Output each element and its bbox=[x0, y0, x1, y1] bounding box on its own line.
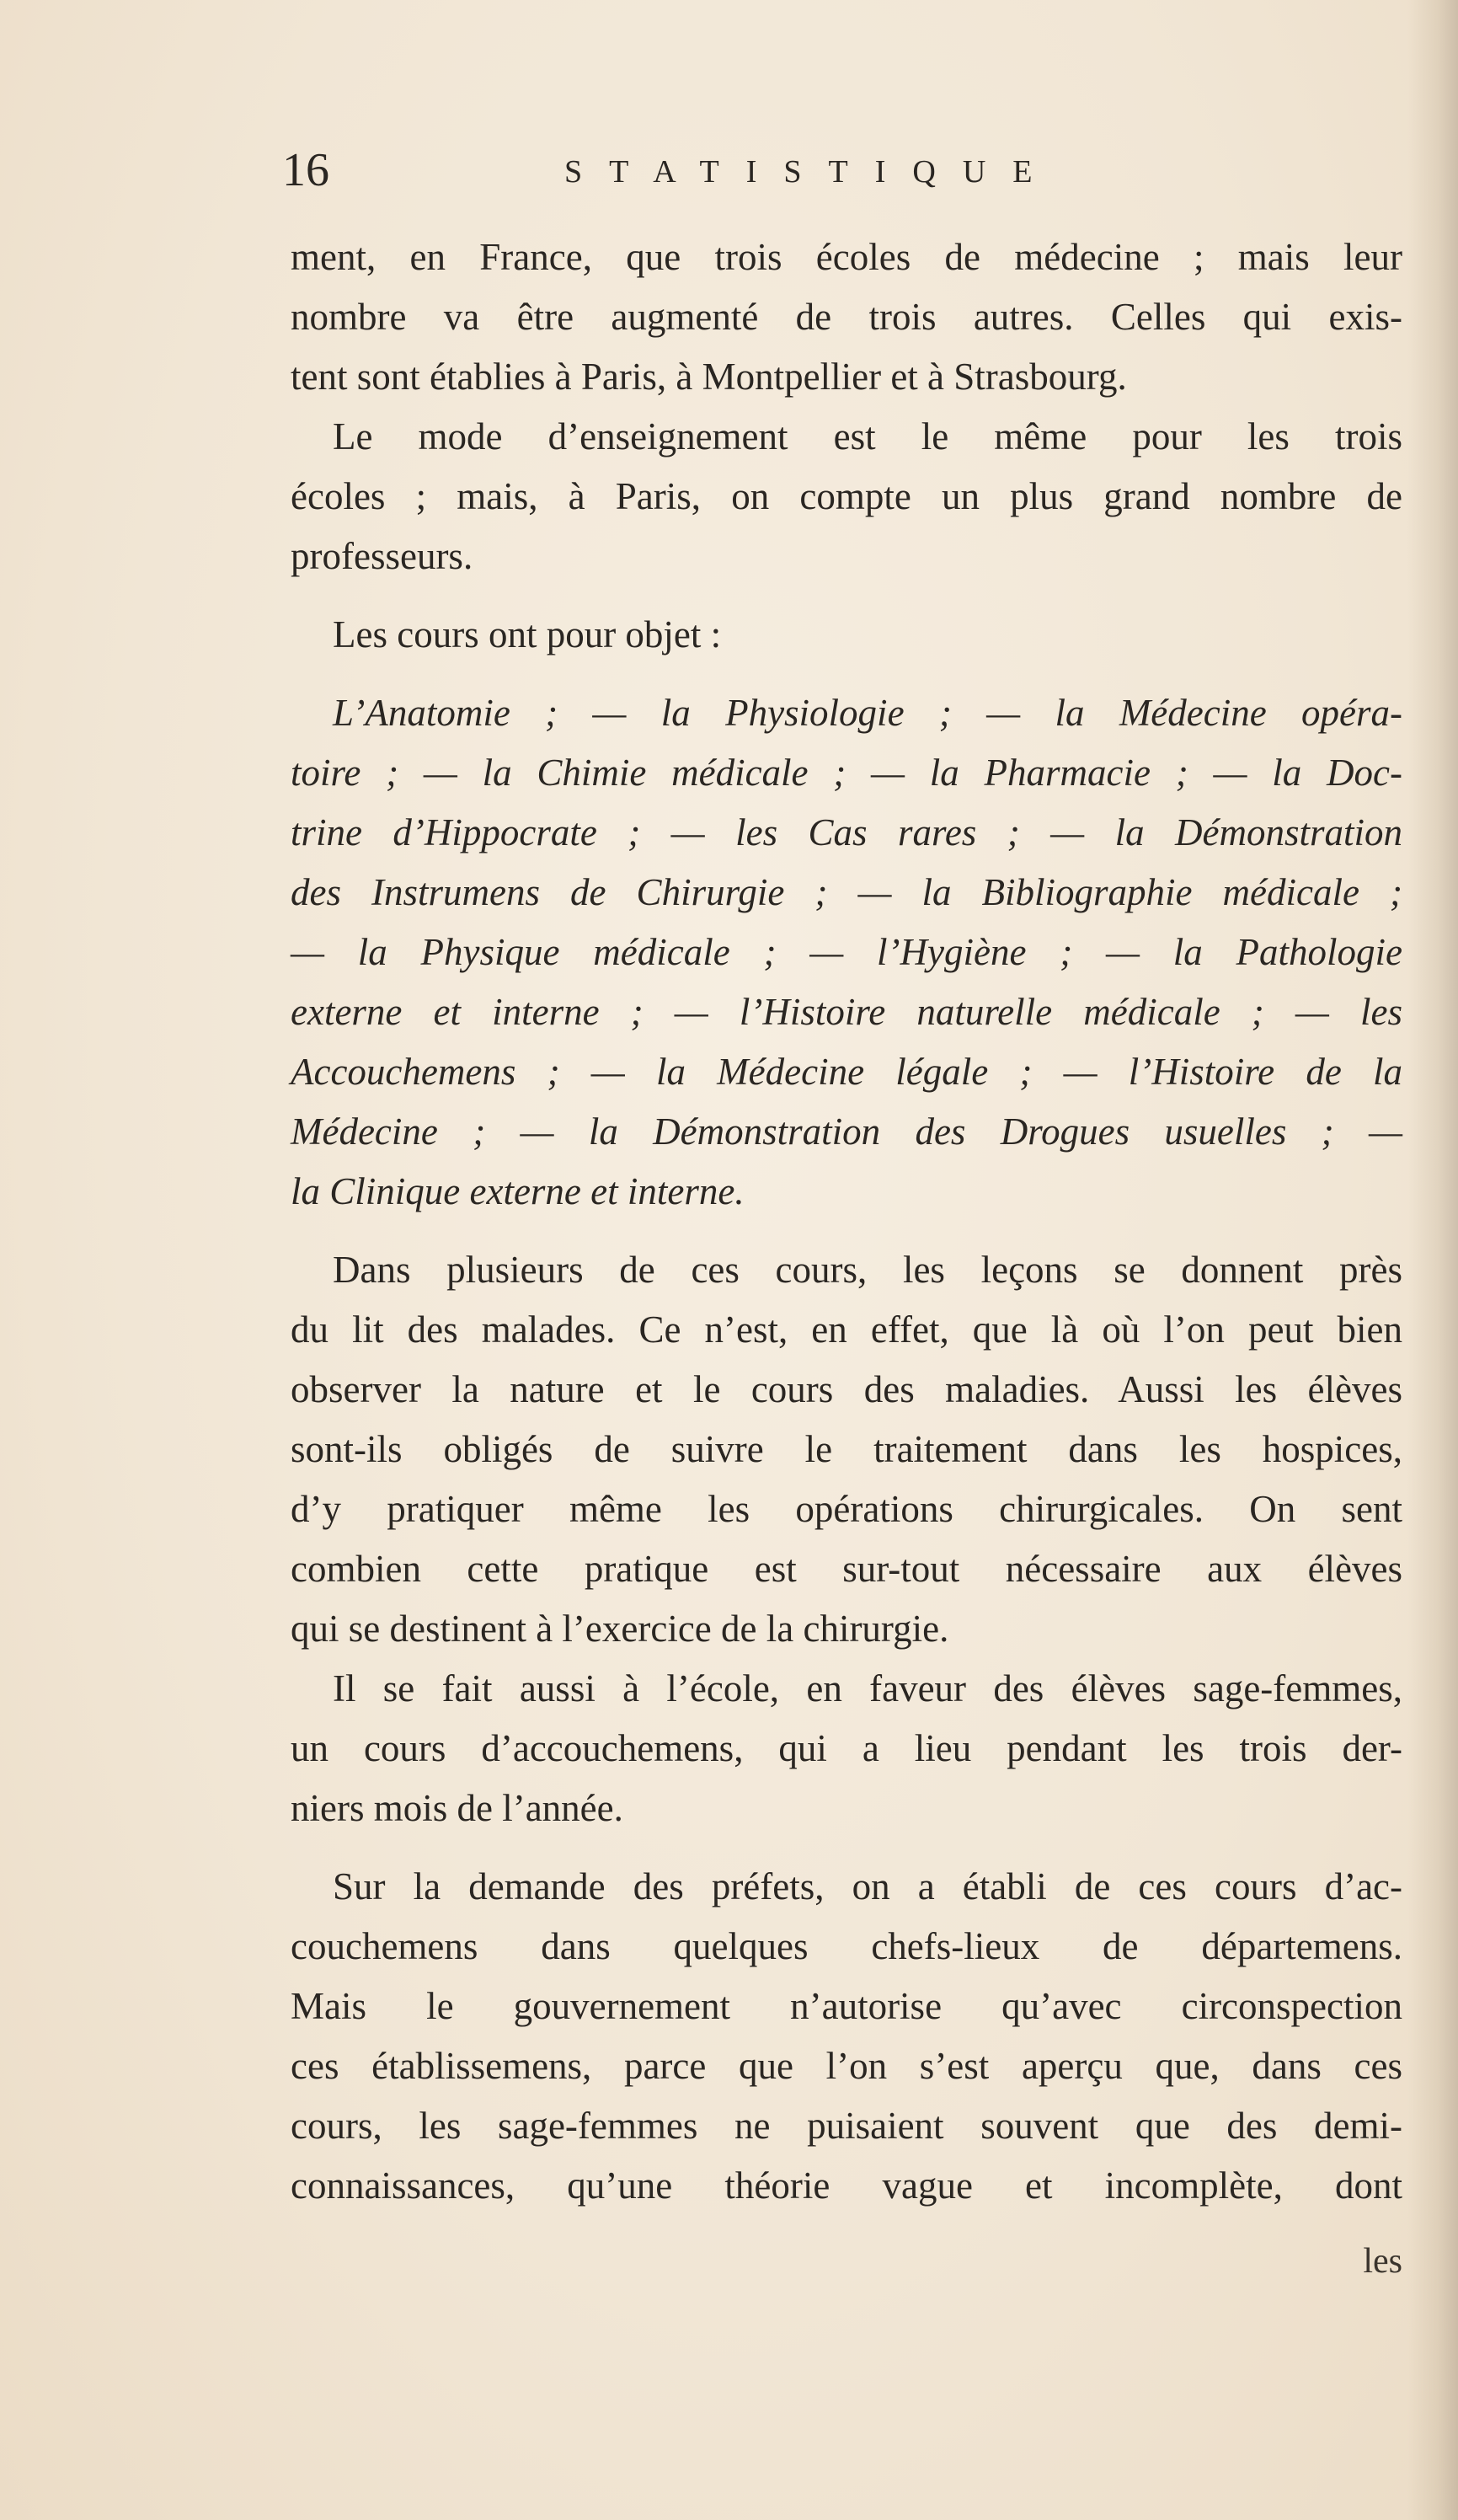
text-line: L’Anatomie ; — la Physiologie ; — la Médecine opéra- bbox=[333, 692, 1402, 734]
text-line: Médecine ; — la Démonstration des Drogues usuelles ; — bbox=[291, 1110, 1402, 1153]
text-line: ces établissemens, parce que l’on s’est aperçu que, dans ces bbox=[291, 2045, 1402, 2087]
running-title: STATISTIQUE bbox=[564, 154, 1060, 190]
text-line: couchemens dans quelques chefs-lieux de départemens. bbox=[291, 1925, 1402, 1967]
text-line: observer la nature et le cours des maladies. Aussi les élèves bbox=[291, 1368, 1402, 1410]
paragraph-gap bbox=[291, 586, 1402, 605]
paragraph-gap bbox=[291, 665, 1402, 683]
text-line: externe et interne ; — l’Histoire naturelle médicale ; — les bbox=[291, 991, 1402, 1033]
page-number: 16 bbox=[282, 144, 329, 196]
text-line: écoles ; mais, à Paris, on compte un plus grand nombre de bbox=[291, 475, 1402, 517]
text-line: qui se destinent à l’exercice de la chirurgie. bbox=[291, 1608, 949, 1650]
text-line: trine d’Hippocrate ; — les Cas rares ; — la Démonstration bbox=[291, 811, 1402, 853]
text-line: un cours d’accouchemens, qui a lieu pendant les trois der- bbox=[291, 1727, 1402, 1769]
text-line: la Clinique externe et interne. bbox=[291, 1170, 745, 1212]
paragraph-gap bbox=[291, 1222, 1402, 1240]
text-line: du lit des malades. Ce n’est, en effet, que là où l’on peut bien bbox=[291, 1308, 1402, 1351]
text-line: des Instrumens de Chirurgie ; — la Bibliographie médicale ; bbox=[291, 871, 1402, 913]
text-line: Sur la demande des préfets, on a établi de ces cours d’ac- bbox=[333, 1865, 1402, 1907]
text-line: professeurs. bbox=[291, 535, 473, 577]
text-line: Accouchemens ; — la Médecine légale ; — l’Histoire de la bbox=[291, 1051, 1402, 1093]
text-line: — la Physique médicale ; — l’Hygiène ; — la Pathologie bbox=[291, 931, 1402, 973]
text-line: combien cette pratique est sur-tout nécessaire aux élèves bbox=[291, 1548, 1402, 1590]
text-line: tent sont établies à Paris, à Montpellier et à Strasbourg. bbox=[291, 356, 1127, 398]
text-line: d’y pratiquer même les opérations chirurgicales. On sent bbox=[291, 1488, 1402, 1530]
text-line: Les cours ont pour objet : bbox=[333, 613, 722, 655]
text-line: Dans plusieurs de ces cours, les leçons se donnent près bbox=[333, 1249, 1402, 1291]
paragraph-gap bbox=[291, 1838, 1402, 1857]
text-line: nombre va être augmenté de trois autres. Celles qui exis- bbox=[291, 296, 1402, 338]
catchword: les bbox=[1363, 2242, 1402, 2281]
text-line: Le mode d’enseignement est le même pour les trois bbox=[333, 415, 1402, 457]
text-line: ment, en France, que trois écoles de médecine ; mais leur bbox=[291, 236, 1402, 278]
body-text bbox=[291, 227, 1402, 2216]
running-head bbox=[282, 143, 1428, 211]
text-line: niers mois de l’année. bbox=[291, 1787, 623, 1829]
text-line: sont-ils obligés de suivre le traitement dans les hospices, bbox=[291, 1428, 1402, 1470]
text-line: Mais le gouvernement n’autorise qu’avec circonspection bbox=[291, 1985, 1402, 2027]
text-line: Il se fait aussi à l’école, en faveur des élèves sage-femmes, bbox=[333, 1667, 1402, 1709]
text-line: cours, les sage-femmes ne puisaient souvent que des demi- bbox=[291, 2105, 1402, 2147]
text-line: connaissances, qu’une théorie vague et incomplète, dont bbox=[291, 2164, 1402, 2207]
page-gutter-shadow bbox=[1407, 0, 1458, 2520]
text-line: toire ; — la Chimie médicale ; — la Pharmacie ; — la Doc- bbox=[291, 752, 1402, 794]
